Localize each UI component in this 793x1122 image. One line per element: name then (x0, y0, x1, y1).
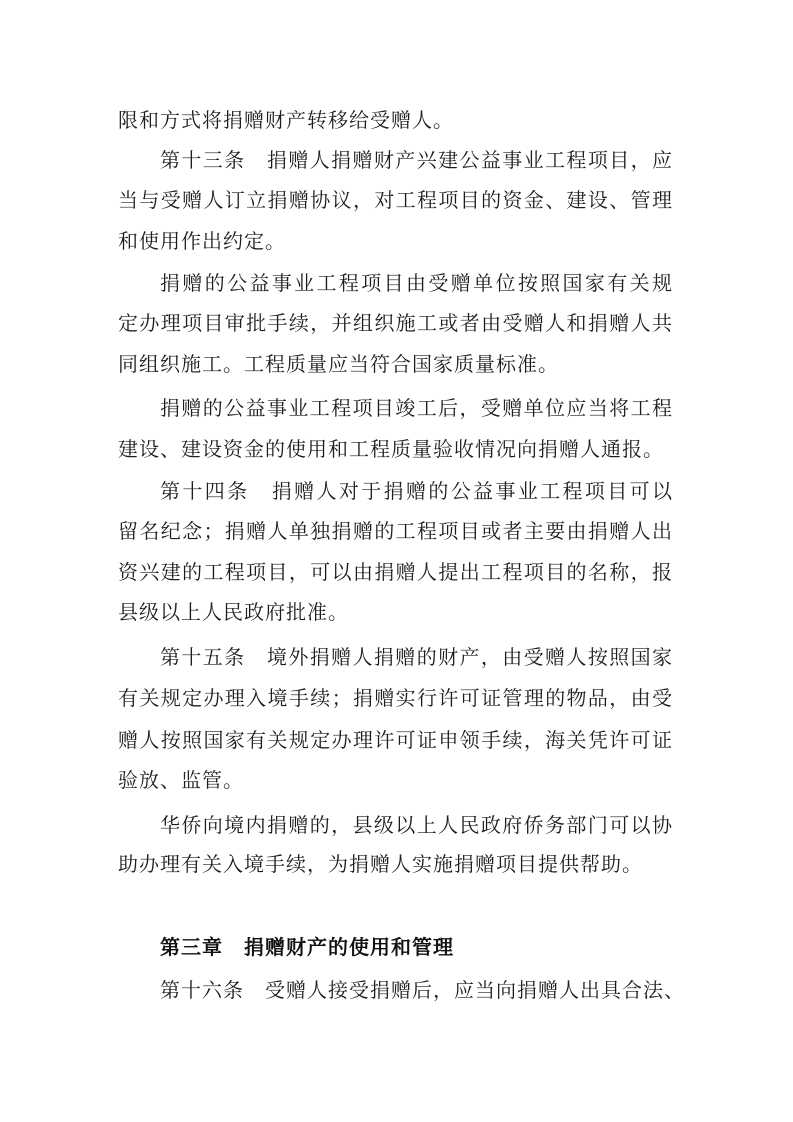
text-line: 助办理有关入境手续，为捐赠人实施捐赠项目提供帮助。 (118, 852, 643, 876)
text-line: 第十五条 境外捐赠人捐赠的财产，由受赠人按照国家 (160, 645, 673, 669)
text-line: 和使用作出约定。 (118, 229, 286, 253)
text-line: 定办理项目审批手续，并组织施工或者由受赠人和捐赠人共 (118, 311, 673, 335)
text-line: 第十六条 受赠人接受捐赠后，应当向捐赠人出具合法、 (160, 978, 685, 1002)
text-line: 捐赠的公益事业工程项目竣工后，受赠单位应当将工程 (160, 396, 673, 420)
text-line: 资兴建的工程项目，可以由捐赠人提出工程项目的名称，报 (118, 560, 673, 584)
text-line: 建设、建设资金的使用和工程质量验收情况向捐赠人通报。 (118, 437, 664, 461)
text-line: 有关规定办理入境手续；捐赠实行许可证管理的物品，由受 (118, 686, 673, 710)
text-line: 华侨向境内捐赠的，县级以上人民政府侨务部门可以协 (160, 813, 673, 837)
text-line: 当与受赠人订立捐赠协议，对工程项目的资金、建设、管理 (118, 188, 673, 212)
text-line: 第十四条 捐赠人对于捐赠的公益事业工程项目可以 (160, 479, 673, 503)
text-line: 县级以上人民政府批准。 (118, 600, 349, 624)
text-line: 同组织施工。工程质量应当符合国家质量标准。 (118, 352, 559, 376)
text-line: 验放、监管。 (118, 768, 244, 792)
text-line: 第十三条 捐赠人捐赠财产兴建公益事业工程项目，应 (160, 148, 673, 172)
text-line: 限和方式将捐赠财产转移给受赠人。 (118, 108, 454, 132)
chapter-heading: 第三章 捐赠财产的使用和管理 (160, 935, 454, 959)
text-line: 捐赠的公益事业工程项目由受赠单位按照国家有关规 (160, 271, 673, 295)
text-line: 赠人按照国家有关规定办理许可证申领手续，海关凭许可证 (118, 728, 673, 752)
text-line: 留名纪念；捐赠人单独捐赠的工程项目或者主要由捐赠人出 (118, 519, 673, 543)
